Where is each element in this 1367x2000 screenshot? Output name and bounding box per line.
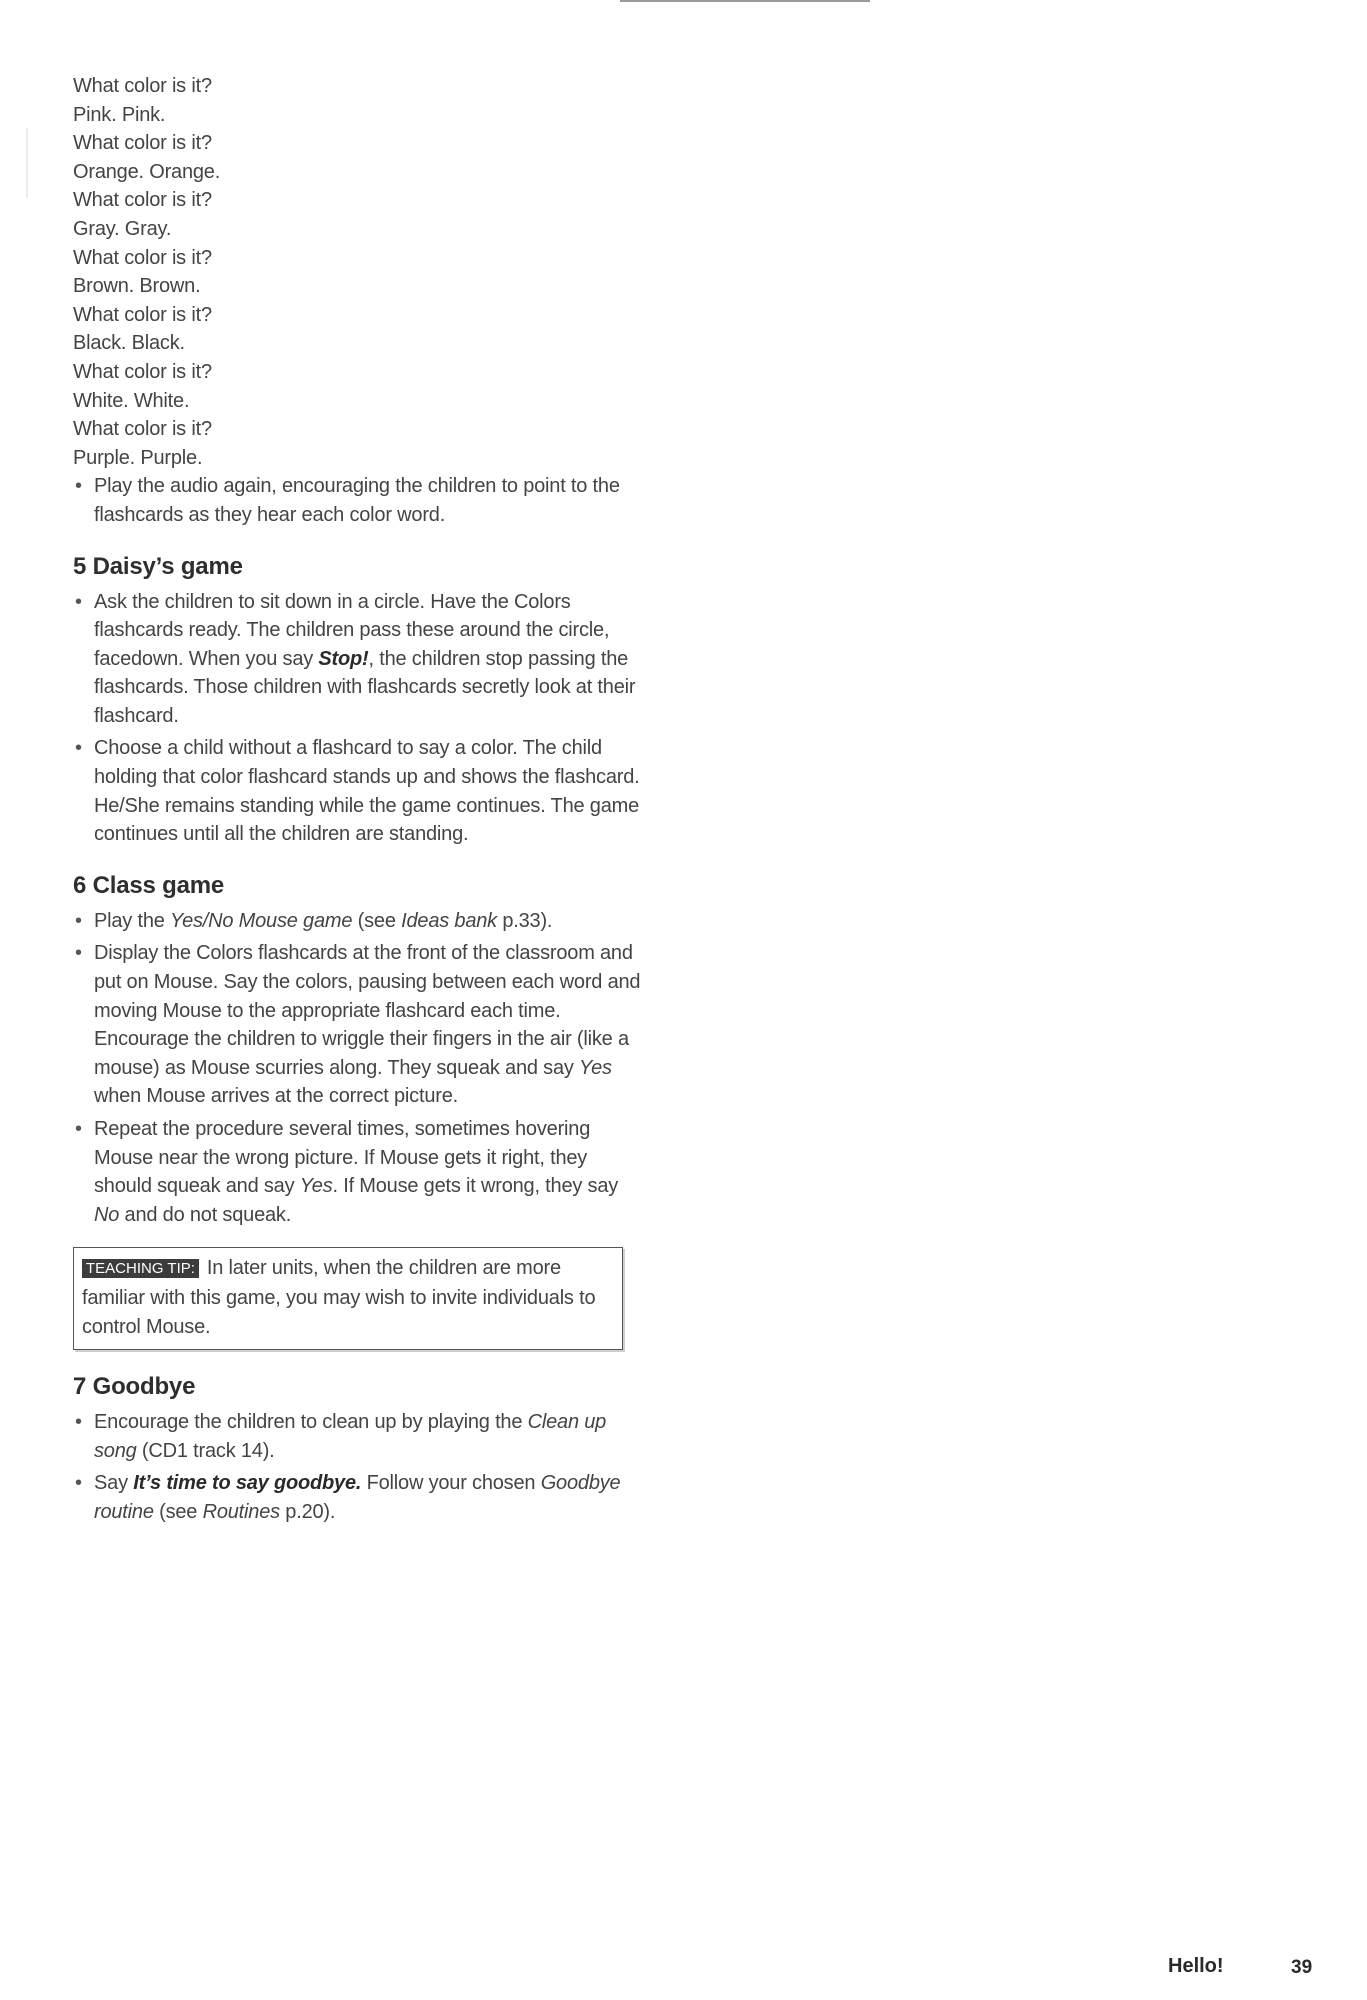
song-line: What color is it? (73, 418, 212, 441)
reference-title: Ideas bank (401, 909, 497, 932)
song-line: What color is it? (73, 360, 212, 383)
margin-mark (26, 128, 28, 198)
song-line: What color is it? (73, 75, 212, 97)
list-item: • Play the audio again, encouraging the children to point to the flashcards as they hear each color word. (73, 472, 643, 529)
list-item: • Ask the children to sit down in a circle. Have the Colors flashcards ready. The children pass these around the circle, facedown. When you say Stop!, the children stop passing the flashcards. Those children with flashcards secretly look at their flashcard. (73, 588, 643, 731)
footer-book-title: Hello! (1168, 1955, 1224, 1977)
teaching-tip-label: TEACHING TIP: (82, 1259, 199, 1278)
teaching-tip-box (73, 1247, 623, 1350)
song-line: Pink. Pink. (73, 103, 166, 126)
section-heading: 7 Goodbye (73, 1373, 196, 1401)
top-rule (620, 0, 870, 2)
song-line: Purple. Purple. (73, 446, 203, 469)
emphasis-text: Stop! (318, 647, 369, 670)
teaching-tip-text: In later units, when the children are more familiar with this game, you may wish to invite individuals to control Mouse. (82, 1257, 596, 1338)
song-title: Clean up song (94, 1411, 607, 1462)
song-line: What color is it? (73, 246, 212, 269)
emphasis-text: Yes (579, 1056, 612, 1079)
reference-title: Routines (202, 1500, 280, 1523)
song-line: Brown. Brown. (73, 275, 201, 298)
song-line: What color is it? (73, 303, 212, 326)
list-item: • Display the Colors flashcards at the front of the classroom and put on Mouse. Say the colors, pausing between each word and moving Mouse to the appropriate flashcard each time. Encourage the children to wriggle their fingers in the air (like a mouse) as Mouse scurries along. They squeak and say Yes when Mouse arrives at the correct picture. (73, 939, 643, 1111)
list-item: • Encourage the children to clean up by playing the Clean up song (CD1 track 14). (73, 1408, 643, 1465)
song-instructions (73, 472, 643, 529)
song-line: Gray. Gray. (73, 217, 172, 240)
game-title: Yes/No Mouse game (170, 909, 353, 932)
main-column (73, 72, 643, 1531)
section-goodbye (73, 1372, 643, 1526)
list-item: • Play the Yes/No Mouse game (see Ideas bank p.33). (73, 907, 643, 936)
list-item: • Repeat the procedure several times, sometimes hovering Mouse near the wrong picture. If Mouse gets it right, they should squeak and say Yes. If Mouse gets it wrong, they say No and do not squeak. (73, 1115, 643, 1229)
routine-title: Goodbye routine (94, 1472, 621, 1523)
list-item: • Choose a child without a flashcard to say a color. The child holding that color flashcard stands up and shows the flashcard. He/She remains standing while the game continues. The game continues until all the children are standing. (73, 734, 643, 848)
emphasis-text: Yes (299, 1175, 333, 1198)
section-daisys-game (73, 552, 643, 849)
emphasis-text: No (94, 1203, 120, 1226)
page-number: 39 (1291, 1957, 1313, 1978)
section-class-game (73, 871, 643, 1230)
bullet-list (73, 588, 643, 849)
song-line: Orange. Orange. (73, 160, 221, 183)
bullet-list (73, 907, 643, 1230)
song-line: Black. Black. (73, 332, 185, 355)
section-heading: 6 Class game (73, 871, 225, 899)
emphasis-text: It’s time to say goodbye. (133, 1472, 362, 1495)
bullet-list (73, 1408, 643, 1526)
song-line: What color is it? (73, 189, 212, 212)
song-line: What color is it? (73, 132, 212, 155)
song-lyrics (73, 72, 643, 472)
section-heading: 5 Daisy’s game (73, 552, 243, 580)
song-line: White. White. (73, 389, 190, 412)
list-item: • Say It’s time to say goodbye. Follow your chosen Goodbye routine (see Routines p.20). (73, 1469, 643, 1526)
